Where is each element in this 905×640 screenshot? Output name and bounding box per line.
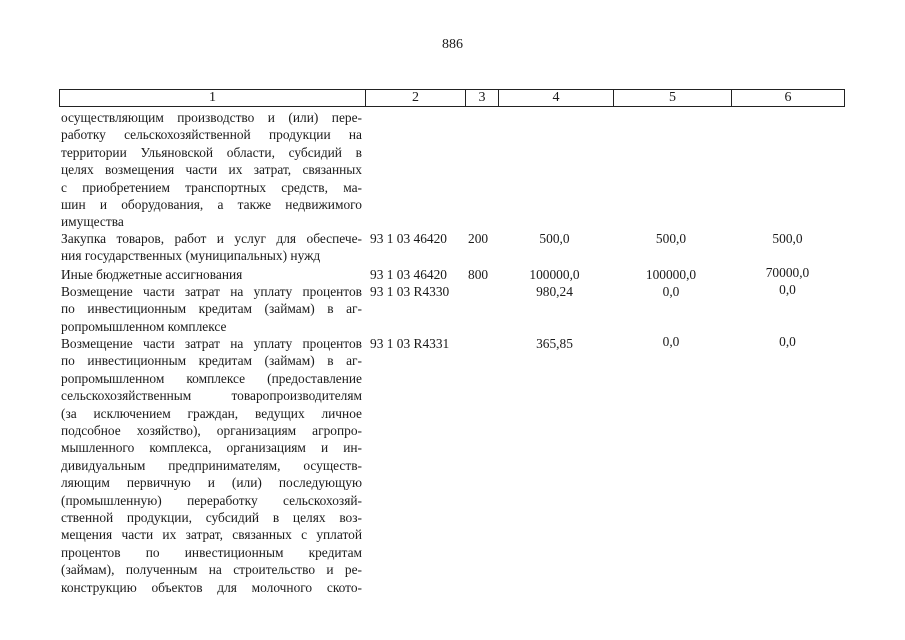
row-3-value-col5: 0,0 xyxy=(662,284,680,299)
row-0-line: работку сельскохозяйственной продукции на xyxy=(61,127,362,143)
row-3-line: по инвестиционным кредитам (займам) в аг- xyxy=(61,301,362,317)
row-0-line: имущества xyxy=(61,214,124,230)
row-0-description xyxy=(61,109,362,231)
row-4-line: ропромышленном комплексе (предоставление xyxy=(61,370,362,386)
row-1-description xyxy=(61,230,362,265)
row-3-line: Возмещение части затрат на уплату процентов xyxy=(61,284,362,299)
row-4-description xyxy=(61,335,362,596)
row-4-value-col6: 0,0 xyxy=(779,334,796,349)
row-2-code: 93 1 03 46420 xyxy=(370,267,447,282)
row-4-line: дивидуальным предпринимателям, осуществ- xyxy=(61,457,362,473)
row-4-line: (промышленную) переработку сельскохозяй- xyxy=(61,492,362,508)
row-4-line: (за исключением граждан, ведущих личное xyxy=(61,405,362,421)
row-2-value-col5: 100000,0 xyxy=(645,267,697,282)
header-col-4: 4 xyxy=(498,90,613,106)
row-4-code: 93 1 03 R4331 xyxy=(370,336,450,351)
row-3-description xyxy=(61,283,362,335)
header-col-5: 5 xyxy=(613,90,731,106)
row-4-line: ляющим первичную и (или) последующую xyxy=(61,475,362,491)
row-0-line: целях возмещения части их затрат, связанных xyxy=(61,162,362,178)
row-4-line: ственной продукции, субсидий в целях воз- xyxy=(61,510,362,526)
header-col-3: 3 xyxy=(465,90,498,106)
row-0-line: шин и оборудования, а также недвижимого xyxy=(61,197,362,213)
row-3-value-col6: 0,0 xyxy=(779,282,796,297)
row-4-value-col5: 0,0 xyxy=(662,334,680,349)
row-0-line: осуществляющим производство и (или) пере- xyxy=(61,110,362,125)
table-header-row xyxy=(59,89,845,107)
row-3-code: 93 1 03 R4330 xyxy=(370,284,450,299)
row-1-line: Закупка товаров, работ и услуг для обеспече- xyxy=(61,231,362,246)
row-1-value-col5: 500,0 xyxy=(655,231,687,246)
header-col-1: 1 xyxy=(209,90,216,105)
row-1-line: ния государственных (муниципальных) нужд xyxy=(61,248,321,264)
header-col-6: 6 xyxy=(731,90,844,106)
row-4-line: по инвестиционным кредитам (займам) в аг- xyxy=(61,353,362,369)
row-2-value-col4: 100000,0 xyxy=(529,267,580,282)
page-number: 886 xyxy=(442,37,463,52)
row-1-group: 200 xyxy=(468,231,489,246)
row-4-value-col4: 365,85 xyxy=(536,336,573,351)
row-2-group: 800 xyxy=(468,267,489,282)
row-4-line: (займам), полученным на строительство и ре- xyxy=(61,562,362,578)
row-3-line: ропромышленном комплексе xyxy=(61,318,227,334)
row-4-line: процентов по инвестиционным кредитам xyxy=(61,544,362,560)
row-1-value-col6: 500,0 xyxy=(772,231,803,246)
row-4-line: мещения части их затрат, связанных с уплатой xyxy=(61,527,362,543)
row-0-line: территории Ульяновской области, субсидий в xyxy=(61,144,362,160)
row-2-description xyxy=(61,266,362,283)
row-3-value-col4: 980,24 xyxy=(536,284,573,299)
row-4-line: мышленного комплекса, организациям и ин- xyxy=(61,440,362,456)
row-2-value-col6: 70000,0 xyxy=(765,265,810,280)
row-4-line: сельскохозяйственным товаропроизводителям xyxy=(61,388,362,404)
row-1-value-col4: 500,0 xyxy=(539,231,570,246)
row-4-line: Возмещение части затрат на уплату процентов xyxy=(61,336,362,351)
row-4-line: конструкцию объектов для молочного ското- xyxy=(61,579,362,595)
row-4-line: подсобное хозяйство), организациям агропро- xyxy=(61,423,362,439)
row-1-code: 93 1 03 46420 xyxy=(370,231,447,246)
header-col-2: 2 xyxy=(365,90,465,106)
row-0-line: с приобретением транспортных средств, ма- xyxy=(61,179,362,195)
row-2-line: Иные бюджетные ассигнования xyxy=(61,267,243,282)
